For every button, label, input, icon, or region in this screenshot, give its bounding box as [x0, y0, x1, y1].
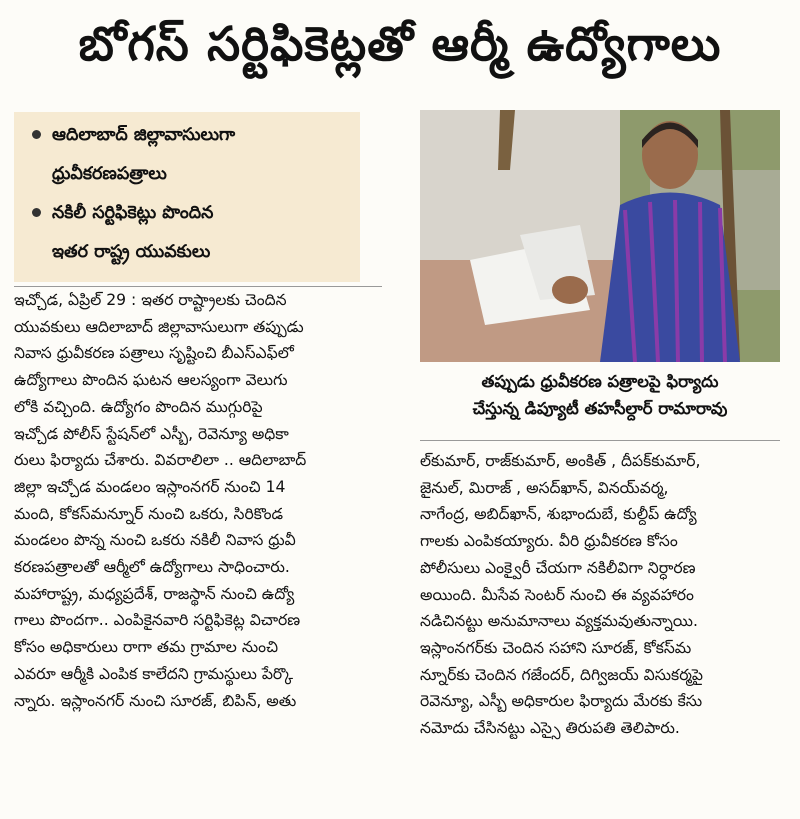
caption-line: తప్పుడు ధ్రువీకరణ పత్రాలపై ఫిర్యాదు [481, 372, 719, 391]
article-line: నడిచినట్టు అనుమానాలు వ్యక్తమవుతున్నాయి. [420, 612, 698, 631]
article-line: ఎవరూ ఆర్మీకి ఎంపిక కాలేదని గ్రామస్థులు పేర్కొ [14, 664, 293, 683]
article-line: ఇచ్చోడ పోలీస్ స్టేషన్‌లో ఎస్బీ, రెవెన్యూ అధికా [14, 424, 289, 443]
article-line: జైనుల్, మిరాజ్ , అసద్‌ఖాన్, వినయ్‌వర్మ, [420, 478, 669, 497]
article-column-left [14, 287, 382, 714]
article-line: మంది, కోకస్‌మన్నూర్ నుంచి ఒకరు, సిరికొండ [14, 504, 284, 523]
article-line: ఇస్లాంనగర్‌కు చెందిన సహాని సూరజ్, కోకస్‌మ [420, 638, 692, 657]
article-line: గాలకు ఎంపికయ్యారు. వీరి ధ్రువీకరణ కోసం [420, 532, 678, 551]
headline: బోగస్ సర్టిఫికెట్లతో ఆర్మీ ఉద్యోగాలు [78, 17, 722, 72]
photo-caption [420, 368, 780, 422]
article-line: మండలం పొన్న నుంచి ఒకరు నకిలీ నివాస ధ్రువీ [14, 531, 296, 550]
caption-line: చేస్తున్న డిప్యూటీ తహసీల్దార్ రామారావు [472, 399, 728, 418]
highlight-line: నకిలీ సర్టిఫికెట్లు పొందిన [52, 203, 214, 223]
highlight-line: ధ్రువీకరణపత్రాలు [52, 164, 167, 184]
news-photo [420, 110, 780, 362]
caption-rule [420, 440, 780, 441]
highlight-line: ఆదిలాబాద్ జిల్లావాసులుగా [52, 125, 236, 145]
photo-illustration [420, 110, 780, 362]
article-line: ఉద్యోగాలు పొందిన ఘటన ఆలస్యంగా వెలుగు [14, 371, 288, 390]
article-line: పోలీసులు ఎంక్వైరీ చేయగా నకిలీవిగా నిర్ధారణ [420, 558, 696, 577]
article-line: నివాస ధ్రువీకరణ పత్రాలు సృష్టించి బీఎస్ఎఫ్‌లో [14, 344, 294, 363]
article-line: న్నారు. ఇస్లాంనగర్ నుంచి సూరజ్, బిపిన్, అతు [14, 691, 297, 710]
article-line: అయింది. మీసేవ సెంటర్ నుంచి ఈ వ్యవహారం [420, 585, 694, 604]
article-line: లోకి వచ్చింది. ఉద్యోగం పొందిన ముగ్గురిపై [14, 397, 263, 416]
article-line: ఇచ్చోడ, ఏప్రిల్ 29 : ఇతర రాష్ట్రాలకు చెందిన [14, 291, 287, 309]
article-line: గాలు పొందగా.. ఎంపికైనవారి సర్టిఫికెట్ల విచారణ [14, 611, 301, 630]
article-line: న్నూర్‌కు చెందిన గజేందర్, దిగ్విజయ్ విసుకర్మపై [420, 665, 703, 684]
highlight-line: ఇతర రాష్ట్ర యువకులు [52, 242, 211, 262]
highlights-box [14, 112, 360, 282]
article-line: రెవెన్యూ, ఎస్బీ అధికారుల ఫిర్యాదు మేరకు కేసు [420, 692, 703, 711]
article-line: కోసం అధికారులు రాగా తమ గ్రామాల నుంచి [14, 638, 279, 657]
article-line: జిల్లా ఇచ్చోడ మండలం ఇస్లాంనగర్ నుంచి 14 [14, 477, 286, 496]
highlight-item [30, 194, 350, 272]
article-line: నమోదు చేసినట్టు ఎస్సై తిరుపతి తెలిపారు. [420, 719, 680, 738]
article-line: రులు ఫిర్యాదు చేశారు. వివరాలిలా .. ఆదిలాబాద్ [14, 451, 307, 470]
article-line: కరణపత్రాలతో ఆర్మీలో ఉద్యోగాలు సాధించారు. [14, 558, 290, 577]
article-column-right [420, 448, 780, 742]
highlight-item [30, 116, 350, 194]
article-line: యువకులు ఆదిలాబాద్ జిల్లావాసులుగా తప్పుడు [14, 317, 304, 336]
article-line: ల్‌కుమార్, రాజ్‌కుమార్, అంకిత్ , దీపక్‌కుమార్, [420, 452, 701, 470]
article-line: నాగేంద్ర, అబిద్‌ఖాన్, శుభాందుబే, కుల్దీప్ ఉద్యో [420, 505, 697, 524]
article-line: మహారాష్ట్ర, మధ్యప్రదేశ్, రాజస్థాన్ నుంచి ఉద్యో [14, 584, 295, 603]
